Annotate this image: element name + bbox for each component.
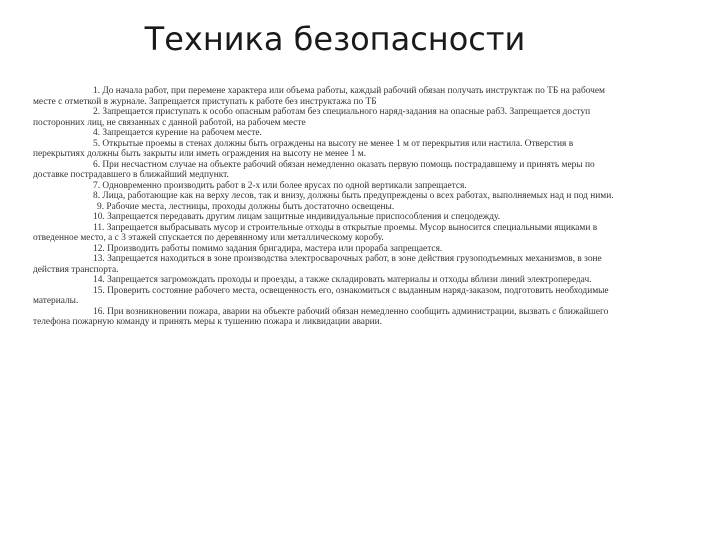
rule-paragraph-15: 15. Проверить состояние рабочего места, освещенность его, ознакомиться с выданным наряд-заказом, подготовить необходимые материалы.: [33, 285, 609, 306]
rule-paragraph-7: 7. Одновременно производить работ в 2-х или более ярусах по одной вертикали запрещается.: [93, 180, 467, 191]
rule-paragraph-4: 4. Запрещается курение на рабочем месте.: [93, 128, 262, 138]
rule-paragraph-8: 8. Лица, работающие как на верху лесов, так и внизу, должны быть предупреждены о всех работах, выполняемых над и под ними.: [93, 191, 614, 201]
rule-paragraph-6: 6. При несчастном случае на объекте рабочий обязан немедленно оказать первую помощь пострадавшему и принять меры по доставке пострадавшего в ближайший медпункт.: [33, 159, 595, 180]
rule-paragraph-11: 11. Запрещается выбрасывать мусор и строительные отходы в открытые проемы. Мусор выносится специальными ящиками в отведенное место, а с 3 этажей спускается по деревянному или металлическому коробу.: [33, 222, 598, 243]
rule-paragraph-2-3: 2. Запрещается приступать к особо опасным работам без специального наряд-задания на опасные раб3. Запрещается доступ посторонних лиц, не связанных с данной работой, на рабочем месте: [33, 107, 591, 128]
rule-paragraph-5: 5. Открытые проемы в стенах должны быть ограждены на высоту не менее 1 м от перекрытия или настила. Отверстия в перекрытиях должны быть закрыты или иметь ограждения на высоту не менее 1 м.: [33, 138, 574, 159]
rule-paragraph-1: 1. До начала работ, при перемене характера или объема работы, каждый рабочий обязан получать инструктаж по ТБ на рабочем месте с отметкой в журнале. Запрещается приступать к работе без инструктажа по ТБ: [33, 86, 605, 107]
rule-paragraph-9: 9. Рабочие места, лестницы, проходы должны быть достаточно освещены.: [97, 201, 395, 212]
slide-title: Техника безопасности: [144, 20, 526, 58]
rule-paragraph-10: 10. Запрещается передавать другим лицам защитные индивидуальные приспособления и спецодежду.: [93, 212, 501, 222]
rule-paragraph-16: 16. При возникновении пожара, аварии на объекте рабочий обязан немедленно сообщить администрации, вызвать с ближайшего телефона пожарную команду и принять меры к тушению пожара и ликвидации аварии.: [33, 306, 609, 327]
rule-paragraph-14: 14. Запрещается загромождать проходы и проезды, а также складировать материалы и отходы вблизи линий электропередач.: [93, 275, 592, 285]
safety-rules-text: [33, 86, 621, 328]
rule-paragraph-12: 12. Производить работы помимо задания бригадира, мастера или прораба запрещается.: [93, 243, 443, 254]
rule-paragraph-13: 13. Запрещается находиться в зоне производства электросварочных работ, в зоне действия грузоподъемных механизмов, в зоне действия транспорта.: [33, 254, 602, 275]
